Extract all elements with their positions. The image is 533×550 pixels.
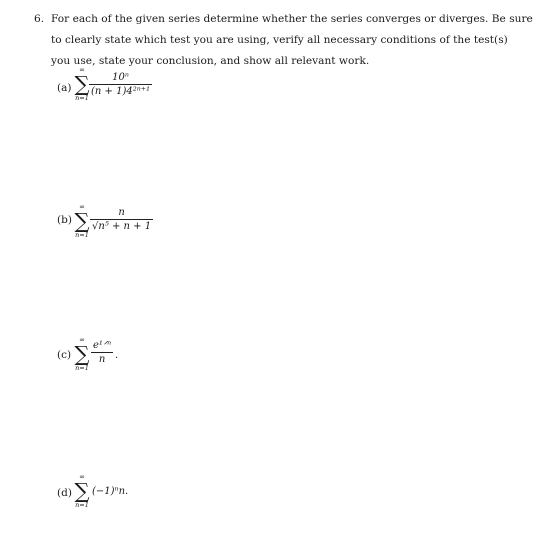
problem-statement <box>34 9 533 72</box>
part-b-numerator: n <box>118 207 125 218</box>
part-c-numerator: e¹ᐟⁿ <box>93 340 112 351</box>
part-a-fraction <box>89 72 152 97</box>
part-d-sum-upper: ∞ <box>79 473 85 481</box>
part-b-label: (b) <box>57 214 72 226</box>
part-a-denominator: (n + 1)4²ⁿ⁺¹ <box>91 86 151 97</box>
part-d-summation <box>71 473 93 509</box>
problem-number: 6. <box>34 13 45 25</box>
part-d-expression: (−1)ⁿn. <box>92 486 129 497</box>
sigma-symbol: ∑ <box>74 342 90 366</box>
sigma-symbol: ∑ <box>74 209 90 233</box>
part-c-fraction <box>91 340 113 365</box>
part-b-sum-lower: n=1 <box>75 231 89 239</box>
part-c-label: (c) <box>57 349 72 361</box>
part-a-label: (a) <box>57 82 72 94</box>
part-c-summation <box>71 336 93 372</box>
part-b-fraction <box>90 207 153 232</box>
sigma-symbol: ∑ <box>74 72 90 96</box>
part-d-sum-lower: n=1 <box>75 501 89 509</box>
intro-line-1: For each of the given series determine whether the series converges or diverges. Be sure <box>51 13 533 25</box>
intro-line-3: you use, state your conclusion, and show all relevant work. <box>51 55 370 67</box>
part-a-sum-upper: ∞ <box>79 66 85 74</box>
part-c-trailing-period: . <box>115 350 119 361</box>
intro-line-2: to clearly state which test you are using, verify all necessary conditions of the test(s) <box>51 34 508 46</box>
part-c-sum-lower: n=1 <box>75 364 89 372</box>
part-b-denominator: √n⁵ + n + 1 <box>92 221 152 232</box>
part-d-label: (d) <box>57 487 72 499</box>
part-c-denominator: n <box>91 352 113 365</box>
part-c-sum-upper: ∞ <box>79 336 85 344</box>
part-a-numerator: 10ⁿ <box>112 72 129 83</box>
sigma-symbol: ∑ <box>74 479 90 503</box>
part-b-sum-upper: ∞ <box>79 203 85 211</box>
part-a-sum-lower: n=1 <box>75 94 89 102</box>
